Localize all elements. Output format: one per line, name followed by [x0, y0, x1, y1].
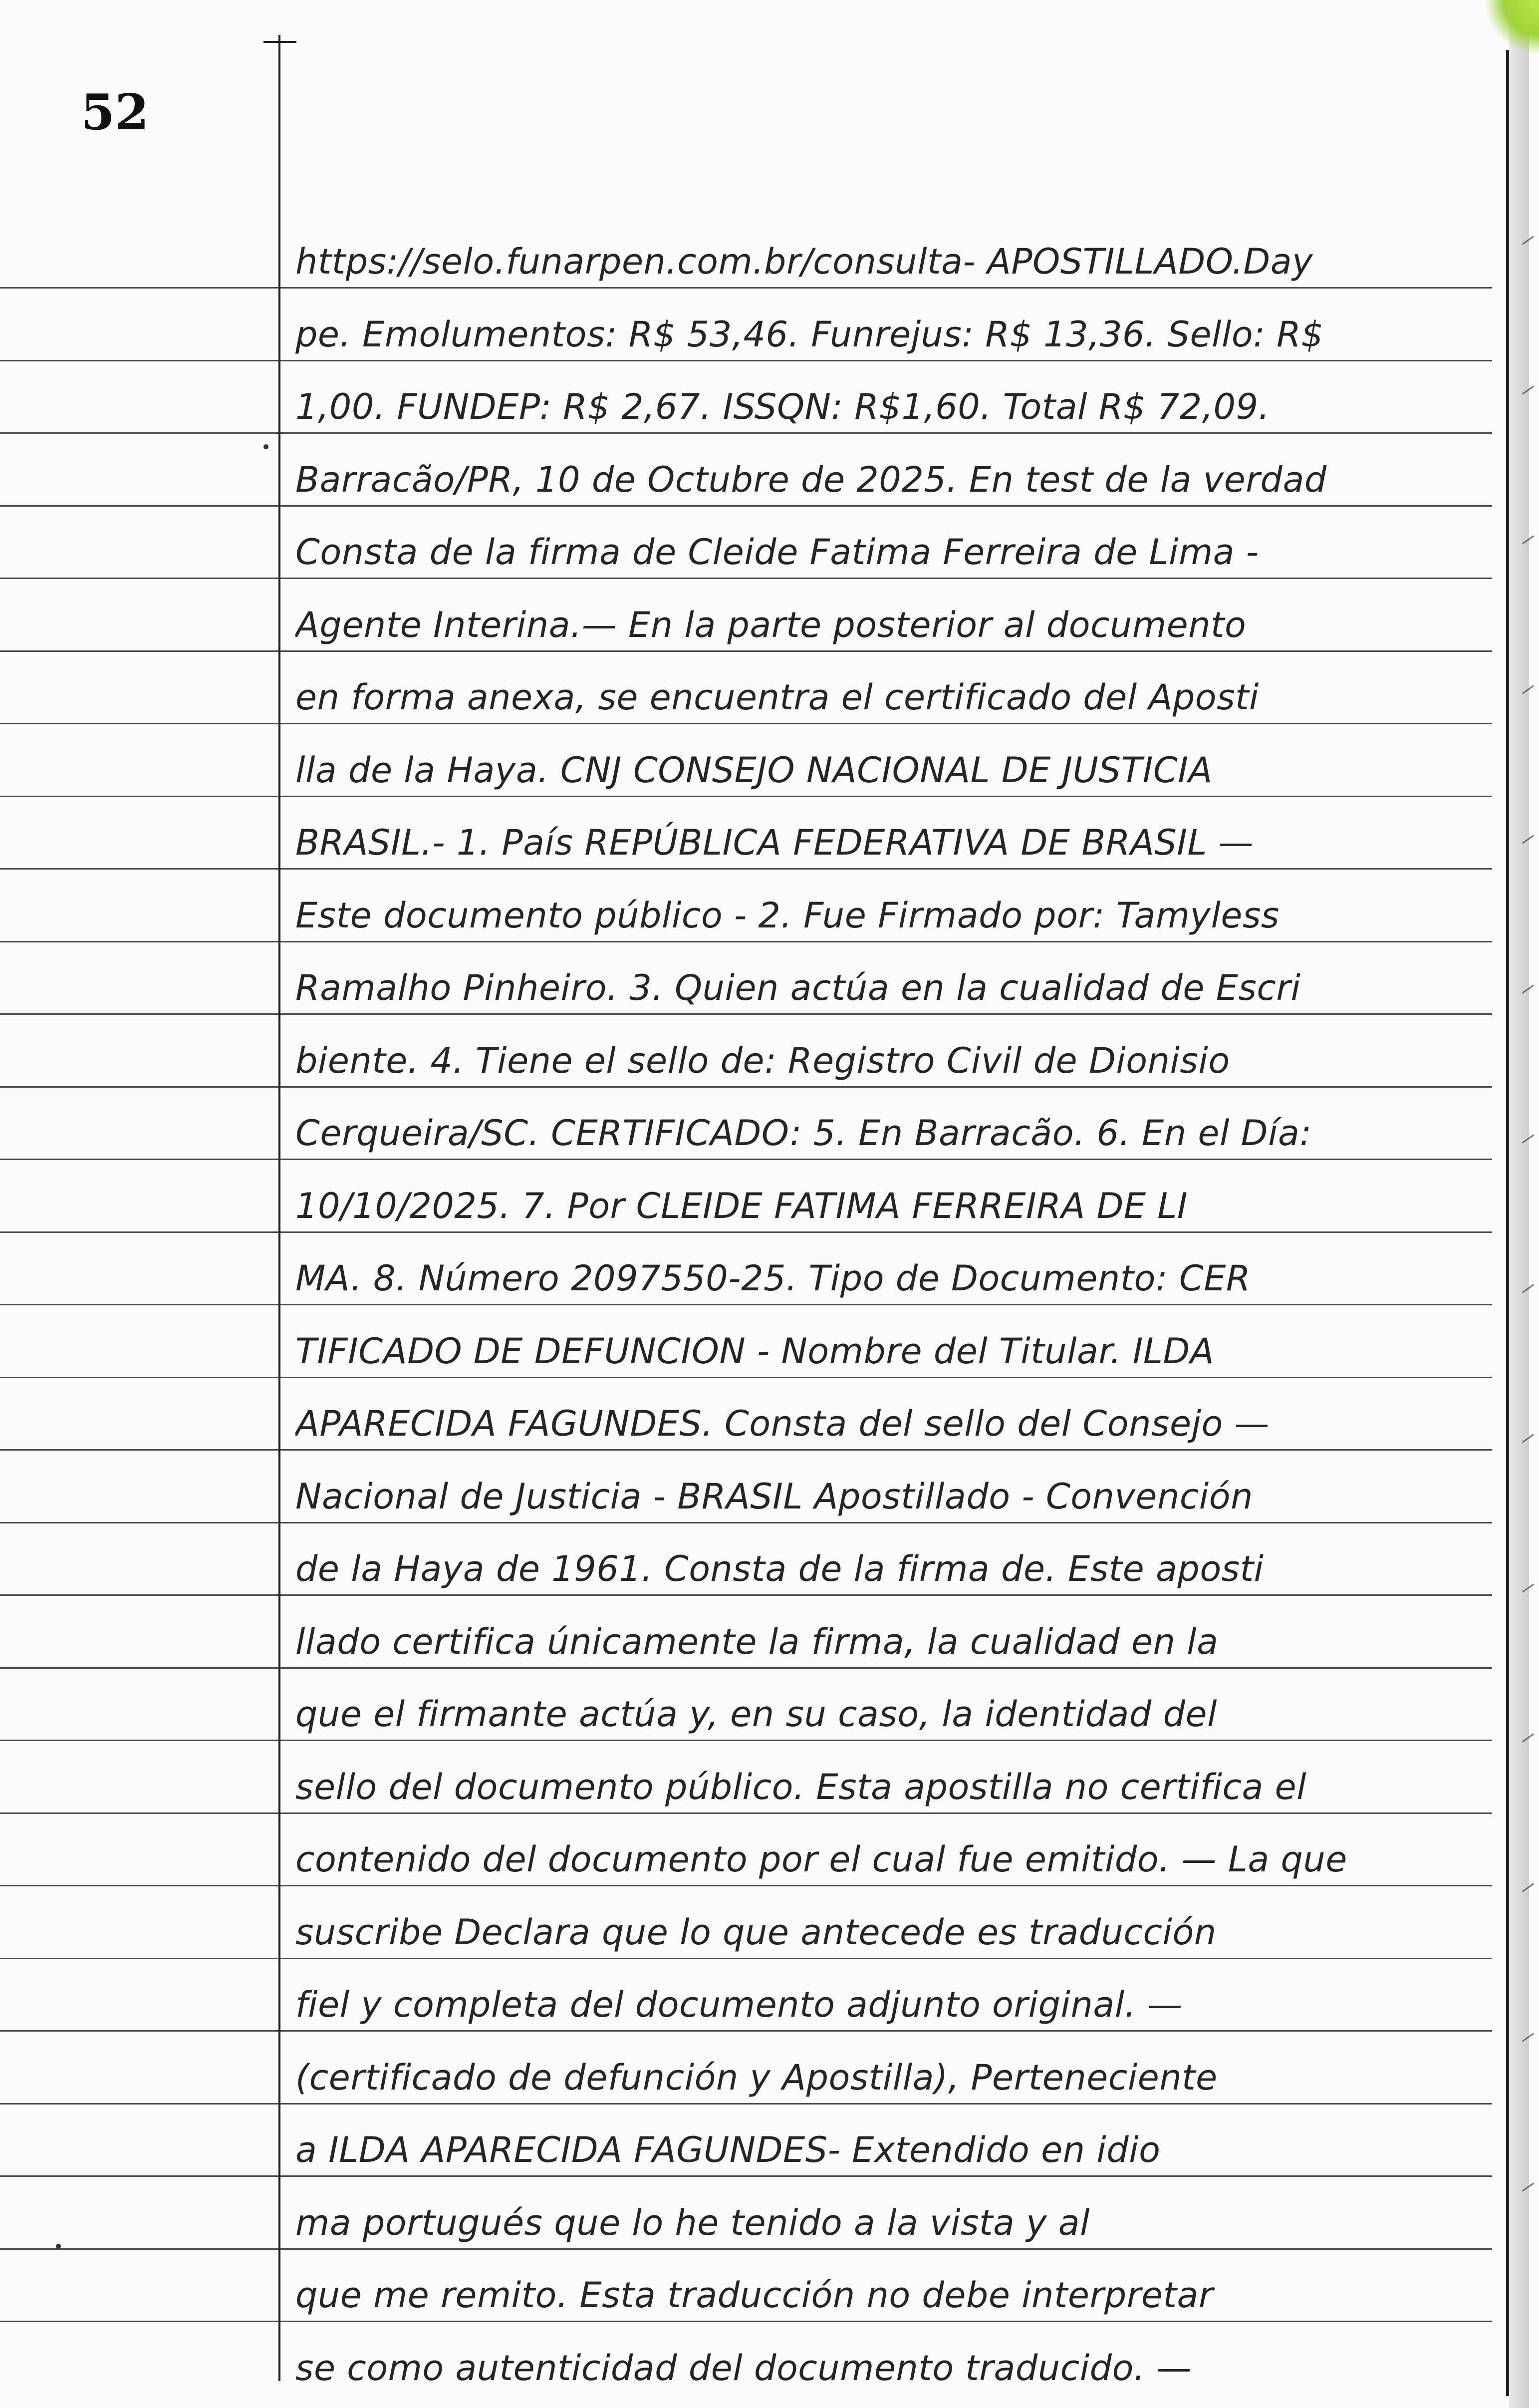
ruled-line	[0, 2321, 1492, 2322]
text-line: biente. 4. Tiene el sello de: Registro Civil de Dionisio	[295, 1040, 1230, 1081]
ruled-line	[0, 2248, 1492, 2250]
ruled-line	[0, 1958, 1492, 1959]
ruled-line	[0, 1885, 1492, 1886]
page-edge-shadow	[1509, 0, 1529, 2408]
ruled-line	[0, 1231, 1492, 1233]
ruled-line	[0, 1449, 1492, 1451]
text-line: APARECIDA FAGUNDES. Consta del sello del Consejo —	[295, 1403, 1270, 1444]
text-line: 10/10/2025. 7. Por CLEIDE FATIMA FERREIRA DE LI	[295, 1186, 1188, 1226]
ruled-line	[0, 1522, 1492, 1523]
text-line: fiel y completa del documento adjunto original. —	[295, 1984, 1183, 2025]
ruled-line	[0, 2175, 1492, 2177]
page-right-edge	[1506, 50, 1509, 2396]
ruled-line	[0, 578, 1492, 579]
text-line: lla de la Haya. CNJ CONSEJO NACIONAL DE JUSTICIA	[295, 750, 1213, 791]
text-line: que me remito. Esta traducción no debe interpretar	[295, 2275, 1214, 2316]
ruled-line	[0, 1667, 1492, 1669]
ruled-line	[0, 2030, 1492, 2032]
text-line: TIFICADO DE DEFUNCION - Nombre del Titular. ILDA	[295, 1331, 1215, 1372]
text-line: llado certifica únicamente la firma, la cualidad en la	[295, 1621, 1219, 1662]
text-line: a ILDA APARECIDA FAGUNDES- Extendido en idio	[295, 2129, 1161, 2170]
text-line: pe. Emolumentos: R$ 53,46. Funrejus: R$ 13,36. Sello: R$	[295, 314, 1324, 355]
ruled-line	[0, 1812, 1492, 1814]
corner-tab	[1484, 0, 1539, 55]
text-line: contenido del documento por el cual fue emitido. — La que	[295, 1839, 1347, 1880]
ruled-line	[0, 1013, 1492, 1015]
ruled-line	[0, 1086, 1492, 1088]
text-line: Ramalho Pinheiro. 3. Quien actúa en la cualidad de Escri	[295, 967, 1301, 1008]
text-line: (certificado de defunción y Apostilla), Perteneciente	[295, 2057, 1218, 2098]
text-line: Consta de la firma de Cleide Fatima Ferreira de Lima -	[295, 532, 1259, 573]
ruled-line	[0, 287, 1492, 289]
page-number: 52	[81, 84, 149, 141]
text-line: de la Haya de 1961. Consta de la firma de. Este aposti	[295, 1548, 1264, 1589]
text-line: Barracão/PR, 10 de Octubre de 2025. En test de la verdad	[295, 459, 1327, 500]
text-line: en forma anexa, se encuentra el certificado del Aposti	[295, 677, 1259, 718]
ruled-line	[0, 1304, 1492, 1305]
ruled-line	[0, 868, 1492, 870]
text-line: Cerqueira/SC. CERTIFICADO: 5. En Barracão. 6. En el Día:	[295, 1113, 1312, 1154]
ruled-line	[0, 1740, 1492, 1741]
ruled-line	[0, 941, 1492, 942]
text-line: BRASIL.- 1. País REPÚBLICA FEDERATIVA DE BRASIL —	[295, 822, 1254, 863]
margin-dot	[263, 444, 268, 449]
ruled-line	[0, 723, 1492, 724]
text-line: sello del documento público. Esta apostilla no certifica el	[295, 1767, 1307, 1807]
margin-dot	[56, 2244, 61, 2249]
text-line: se como autenticidad del documento traducido. —	[295, 2348, 1192, 2389]
ruled-line	[0, 650, 1492, 652]
ruled-line	[0, 1159, 1492, 1160]
text-line: ma portugués que lo he tenido a la vista y al	[295, 2202, 1090, 2243]
ruled-line	[0, 796, 1492, 797]
text-line: que el firmante actúa y, en su caso, la identidad del	[295, 1694, 1218, 1735]
margin-cross-mark	[263, 41, 296, 43]
ruled-line	[0, 2103, 1492, 2105]
ruled-line	[0, 1594, 1492, 1596]
text-line: 1,00. FUNDEP: R$ 2,67. ISSQN: R$1,60. Total R$ 72,09.	[295, 386, 1270, 427]
ruled-line	[0, 432, 1492, 434]
text-line: https://selo.funarpen.com.br/consulta- APOSTILLADO.Day	[295, 241, 1313, 282]
text-line: MA. 8. Número 2097550-25. Tipo de Documento: CER	[295, 1258, 1251, 1299]
text-line: Este documento público - 2. Fue Firmado por: Tamyless	[295, 895, 1280, 936]
ruled-line	[0, 360, 1492, 361]
text-line: suscribe Declara que lo que antecede es traducción	[295, 1912, 1217, 1953]
ruled-line	[0, 1377, 1492, 1378]
text-line: Agente Interina.— En la parte posterior al documento	[295, 604, 1247, 645]
margin-line	[278, 35, 280, 2381]
text-line: Nacional de Justicia - BRASIL Apostillado - Convención	[295, 1476, 1253, 1517]
ruled-line	[0, 505, 1492, 507]
